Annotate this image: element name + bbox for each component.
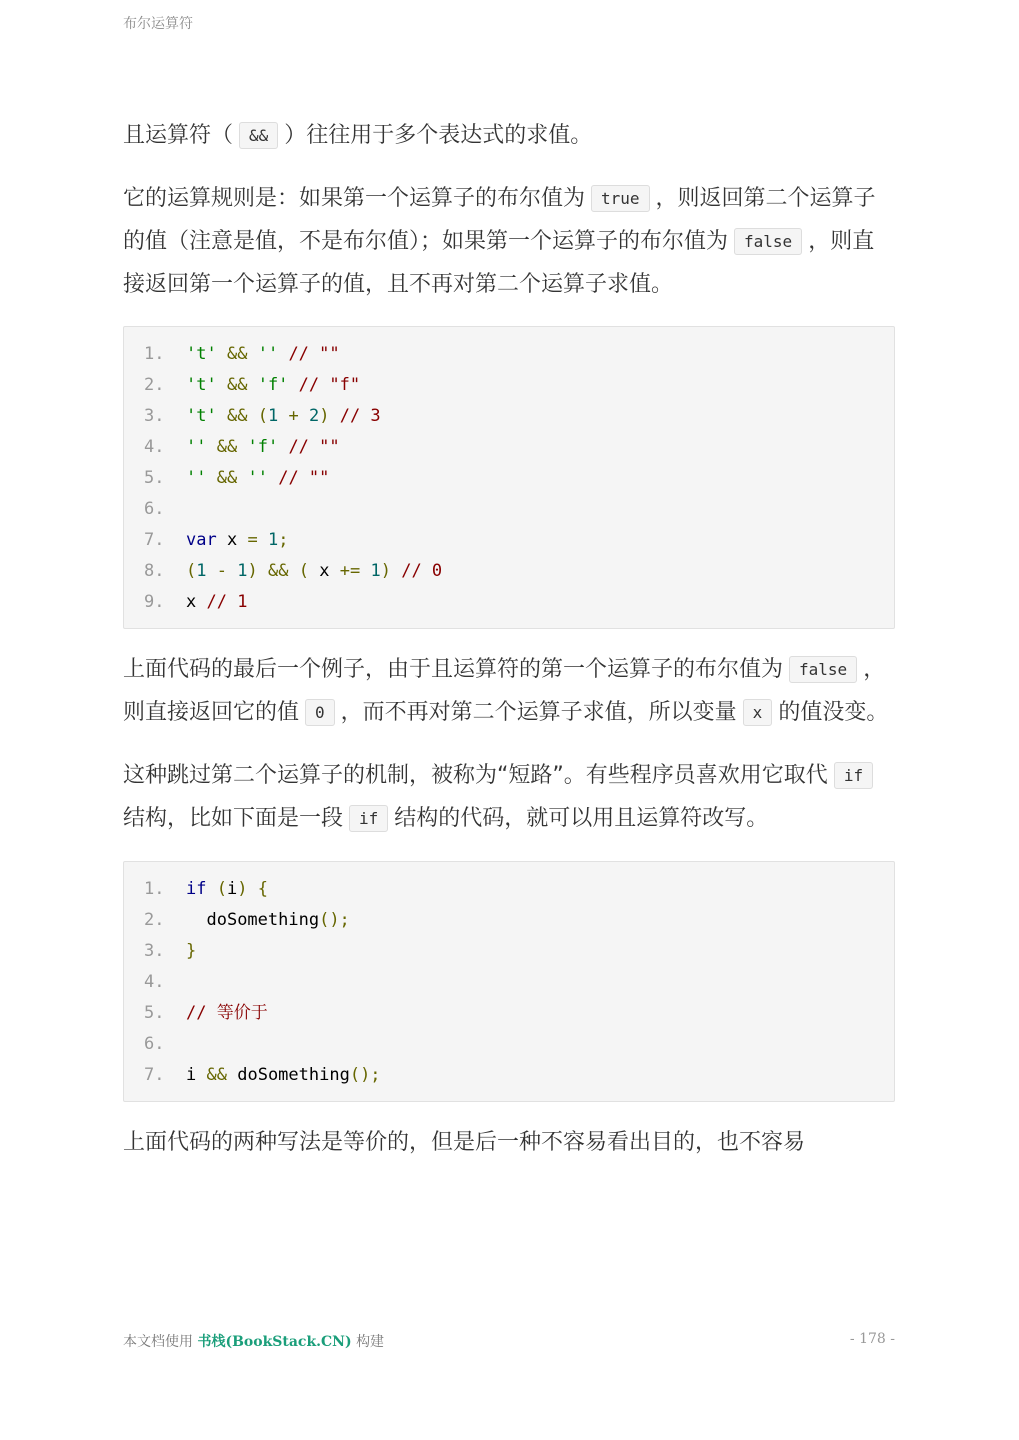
code-token: &&	[216, 468, 238, 488]
code-line	[144, 587, 874, 618]
line-number: 5.	[144, 1003, 165, 1023]
code-token: &&	[216, 437, 238, 457]
code-token: ();	[319, 910, 350, 930]
page-number: - 178 -	[849, 1331, 895, 1347]
code-token: &&	[226, 406, 248, 426]
paragraph-rule	[123, 178, 895, 306]
line-number: 2.	[144, 375, 165, 395]
code-token: +=	[339, 561, 361, 581]
code-token: &&	[206, 1065, 227, 1085]
code-token: &&	[268, 561, 289, 581]
line-number: 2.	[144, 910, 165, 930]
text: ，则返回第二个运算子的值（注意是值，不是布尔值）；如果第一个运算子的布尔值为	[123, 186, 876, 254]
text: 它的运算规则是：如果第一个运算子的布尔值为	[123, 186, 586, 211]
code-token: -	[216, 561, 227, 581]
code-comment: // 等价于	[186, 1003, 268, 1023]
code-line	[144, 463, 874, 494]
inline-code: 0	[305, 699, 335, 726]
code-line	[144, 936, 874, 967]
line-number: 3.	[144, 941, 165, 961]
inline-code: false	[734, 228, 802, 255]
code-token: ''	[257, 344, 279, 364]
bookstack-link[interactable]: 书栈(BookStack.CN)	[197, 1334, 352, 1350]
code-token: {	[257, 879, 268, 899]
code-token: x	[226, 530, 238, 550]
inline-code: true	[591, 185, 650, 212]
inline-code: &&	[239, 122, 278, 149]
code-token: )	[237, 879, 248, 899]
running-header: 布尔运算符	[123, 16, 193, 32]
code-token: ();	[349, 1065, 381, 1085]
code-line	[144, 432, 874, 463]
footer-text: 本文档使用	[123, 1334, 193, 1350]
code-token: +	[288, 406, 299, 426]
code-token: &&	[226, 344, 248, 364]
line-number: 4.	[144, 437, 165, 457]
code-line	[144, 556, 874, 587]
line-number: 1.	[144, 344, 165, 364]
paragraph-intro	[123, 115, 895, 158]
code-token: &&	[226, 375, 248, 395]
code-token: i	[186, 1065, 197, 1085]
code-token: 't'	[186, 344, 217, 364]
code-line	[144, 525, 874, 556]
code-token: 't'	[186, 375, 217, 395]
code-token: )	[247, 561, 258, 581]
code-comment: // ""	[288, 344, 340, 364]
code-token: (	[257, 406, 268, 426]
code-line	[144, 998, 874, 1029]
line-number: 8.	[144, 561, 165, 581]
paragraph-explanation	[123, 649, 895, 735]
code-token: 't'	[186, 406, 217, 426]
line-number: 3.	[144, 406, 165, 426]
line-number: 7.	[144, 530, 165, 550]
code-indent	[186, 910, 206, 930]
code-token: )	[319, 406, 330, 426]
text: ，则直接返回第一个运算子的值，且不再对第二个运算子求值。	[123, 229, 875, 297]
code-line	[144, 401, 874, 432]
code-line	[144, 1060, 874, 1091]
code-token: }	[186, 941, 197, 961]
text: 结构，比如下面是一段	[123, 806, 344, 831]
code-comment: // 1	[206, 592, 248, 612]
code-comment: // "f"	[298, 375, 361, 395]
paragraph-short-circuit	[123, 755, 895, 841]
code-comment: // ""	[278, 468, 330, 488]
code-line	[144, 967, 874, 998]
line-number: 9.	[144, 592, 165, 612]
code-comment: // ""	[288, 437, 340, 457]
inline-code: if	[834, 762, 873, 789]
text: ）往往用于多个表达式的求值。	[284, 123, 593, 148]
line-number: 6.	[144, 1034, 165, 1054]
code-line	[144, 1029, 874, 1060]
code-comment: // 3	[339, 406, 381, 426]
code-token: (	[186, 561, 197, 581]
code-keyword: var	[186, 530, 217, 550]
code-token: ''	[247, 468, 268, 488]
code-line	[144, 370, 874, 401]
code-token: x	[186, 592, 197, 612]
code-line	[144, 874, 874, 905]
code-token: =	[247, 530, 258, 550]
code-token: 1	[237, 561, 248, 581]
page-content	[123, 115, 895, 1184]
code-token: i	[226, 879, 238, 899]
code-token: 1	[196, 561, 207, 581]
line-number: 6.	[144, 499, 165, 519]
inline-code: false	[789, 656, 857, 683]
text: 上面代码的两种写法是等价的，但是后一种不容易看出目的，也不容易	[123, 1130, 806, 1155]
line-number: 4.	[144, 972, 165, 992]
code-token: ''	[186, 437, 207, 457]
inline-code: if	[349, 805, 388, 832]
code-token: ;	[278, 530, 289, 550]
code-token: )	[380, 561, 391, 581]
paragraph-conclusion	[123, 1122, 895, 1164]
code-token: (	[298, 561, 309, 581]
code-token: 'f'	[247, 437, 279, 457]
text: 的值没变。	[778, 700, 889, 725]
code-token: ''	[186, 468, 207, 488]
text: 结构的代码，就可以用且运算符改写。	[394, 806, 769, 831]
text: ，而不再对第二个运算子求值，所以变量	[340, 700, 737, 725]
code-line	[144, 905, 874, 936]
line-number: 7.	[144, 1065, 165, 1085]
code-token: 1	[267, 406, 279, 426]
code-token: 1	[370, 561, 381, 581]
text: 且运算符（	[123, 123, 234, 148]
code-token: 'f'	[257, 375, 289, 395]
code-token: doSomething	[237, 1065, 350, 1085]
footer-credit	[123, 1331, 384, 1351]
code-comment: // 0	[401, 561, 443, 581]
inline-code: x	[743, 699, 773, 726]
line-number: 5.	[144, 468, 165, 488]
code-token: 2	[308, 406, 320, 426]
code-block	[123, 326, 895, 629]
text: 上面代码的最后一个例子，由于且运算符的第一个运算子的布尔值为	[123, 657, 784, 682]
text: ，则直接返回它的值	[123, 657, 886, 725]
code-line	[144, 494, 874, 525]
code-keyword: if	[186, 879, 207, 899]
code-token: x	[319, 561, 330, 581]
code-block	[123, 861, 895, 1102]
code-line	[144, 339, 874, 370]
code-token: doSomething	[206, 910, 320, 930]
text: 这种跳过第二个运算子的机制，被称为“短路”。有些程序员喜欢用它取代	[123, 763, 828, 788]
footer-text: 构建	[356, 1334, 385, 1350]
code-token: 1	[267, 530, 279, 550]
line-number: 1.	[144, 879, 165, 899]
code-token: (	[216, 879, 227, 899]
